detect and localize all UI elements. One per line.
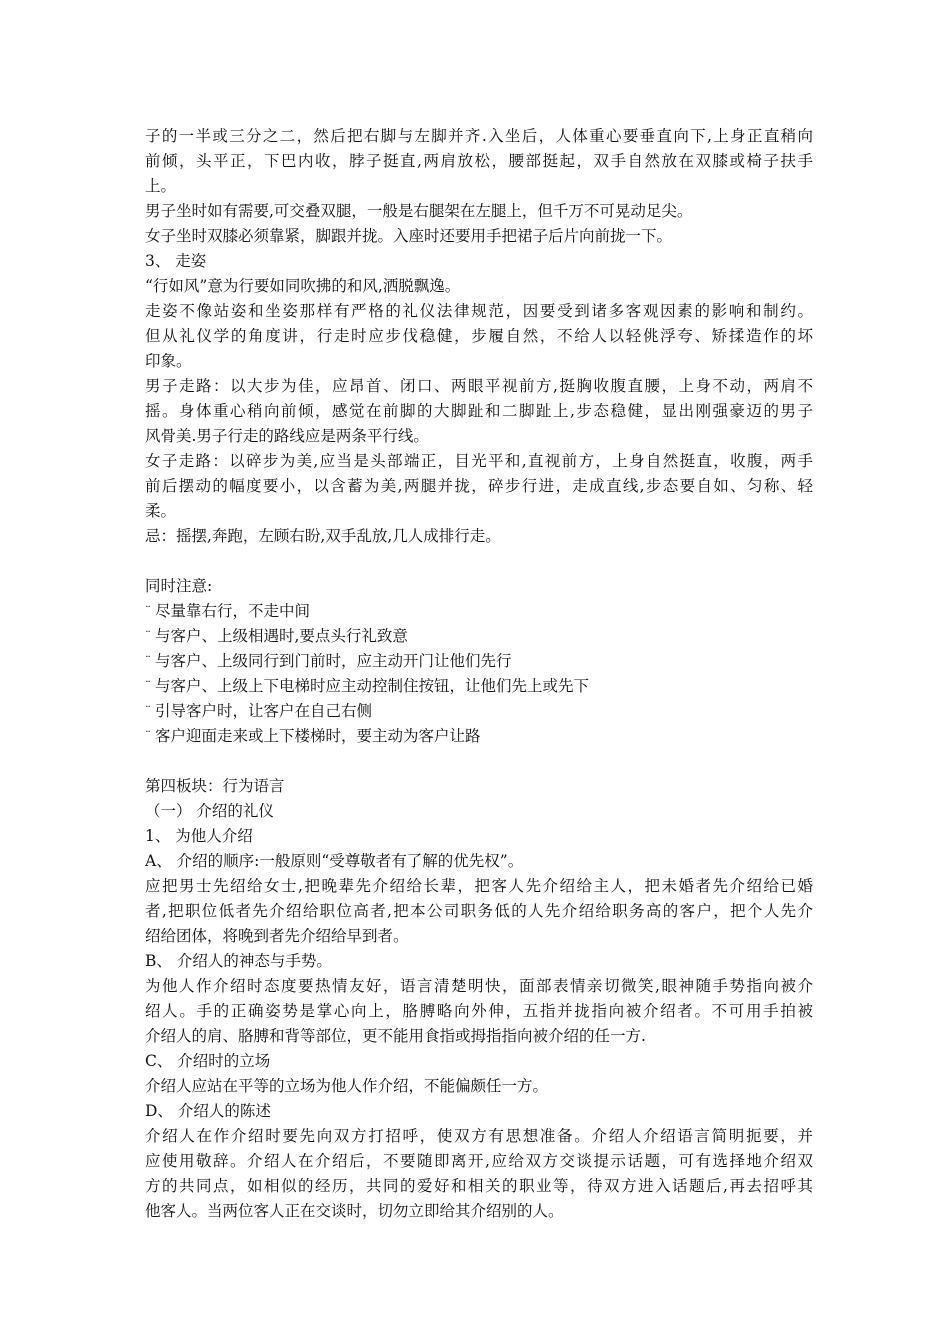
line-text: 应使用敬辞。介绍人在介绍后，不要随即离开,应给双方交谈提示话题，可有选择地介绍双 <box>145 1152 813 1170</box>
bullet-icon: ¨ <box>145 729 151 743</box>
line-text: 尽量靠右行，不走中间 <box>155 602 311 620</box>
bullet-item <box>145 699 813 724</box>
line-text: 男子走路：以大步为佳，应昂首、闭口、两眼平视前方,挺胸收腹直腰，上身不动，两肩不 <box>145 377 813 395</box>
bullet-icon: ¨ <box>145 654 151 668</box>
text-line <box>145 1099 813 1124</box>
text-line <box>145 474 813 499</box>
text-line <box>145 1149 813 1174</box>
line-text: 方的共同点，如相似的经历，共同的爱好和相关的职业等，待双方进入话题后,再去招呼其 <box>145 1177 813 1195</box>
line-text: 介绍人应站在平等的立场为他人作介绍，不能偏颇任一方。 <box>145 1077 549 1095</box>
line-text: 同时注意: <box>145 577 213 595</box>
bullet-item <box>145 649 813 674</box>
line-text: 女子坐时双膝必须靠紧，脚跟并拢。入座时还要用手把裙子后片向前拢一下。 <box>145 227 673 245</box>
line-text: （一） 介绍的礼仪 <box>145 802 274 820</box>
line-text: 第四板块：行为语言 <box>145 777 285 795</box>
text-line <box>145 524 813 549</box>
bullet-item <box>145 624 813 649</box>
line-text: 风骨美.男子行走的路线应是两条平行线。 <box>145 427 429 445</box>
text-line <box>145 449 813 474</box>
text-line <box>145 999 813 1024</box>
bullet-icon: ¨ <box>145 679 151 693</box>
text-line <box>145 774 813 799</box>
line-text: 与客户、上级上下电梯时应主动控制住按钮，让他们先上或先下 <box>155 677 590 695</box>
line-text: A、 介绍的顺序:一般原则“受尊敬者有了解的优先权”。 <box>145 852 524 870</box>
text-line <box>145 849 813 874</box>
text-line <box>145 199 813 224</box>
line-text: 绍人。手的正确姿势是掌心向上，胳膊略向外伸，五指并拢指向被介绍者。不可用手拍被 <box>145 1002 813 1020</box>
text-line <box>145 1024 813 1049</box>
line-text: B、 介绍人的神态与手势。 <box>145 952 332 970</box>
blank-line <box>145 749 813 774</box>
text-line <box>145 874 813 899</box>
line-text: 3、 走姿 <box>145 252 207 270</box>
text-line <box>145 324 813 349</box>
line-text: 与客户、上级同行到门前时，应主动开门让他们先行 <box>155 652 512 670</box>
line-text: 走姿不像站姿和坐姿那样有严格的礼仪法律规范，因要受到诸多客观因素的影响和制约。 <box>145 302 813 320</box>
text-line <box>145 399 813 424</box>
line-text: C、 介绍时的立场 <box>145 1052 271 1070</box>
text-line <box>145 224 813 249</box>
text-line <box>145 1174 813 1199</box>
line-text: 但从礼仪学的角度讲，行走时应步伐稳健，步履自然，不给人以轻佻浮夸、矫揉造作的坏 <box>145 327 813 345</box>
text-line <box>145 499 813 524</box>
line-text: 为他人作介绍时态度要热情友好，语言清楚明快，面部表情亲切微笑,眼神随手势指向被介 <box>145 977 813 995</box>
line-text: 男子坐时如有需要,可交叠双腿，一般是右腿架在左腿上，但千万不可晃动足尖。 <box>145 202 693 220</box>
line-text: 女子走路：以碎步为美,应当是头部端正，目光平和,直视前方，上身自然挺直，收腹，两手 <box>145 452 813 470</box>
bullet-item <box>145 724 813 749</box>
text-line <box>145 1199 813 1224</box>
line-text: 上。 <box>145 177 177 195</box>
text-line <box>145 424 813 449</box>
text-line <box>145 249 813 274</box>
text-line <box>145 1124 813 1149</box>
document-body <box>145 124 813 1224</box>
line-text: D、 介绍人的陈述 <box>145 1102 271 1120</box>
text-line <box>145 824 813 849</box>
line-text: 介绍人的肩、胳膊和背等部位，更不能用食指或拇指指向被介绍的任一方. <box>145 1027 646 1045</box>
line-text: “行如风”意为行要如同吹拂的和风,洒脱飘逸。 <box>145 277 461 295</box>
text-line <box>145 149 813 174</box>
line-text: 他客人。当两位客人正在交谈时，切勿立即给其介绍别的人。 <box>145 1202 564 1220</box>
bullet-icon: ¨ <box>145 629 151 643</box>
line-text: 应把男士先绍给女士,把晚辈先介绍给长辈，把客人先介绍给主人，把未婚者先介绍给已婚 <box>145 877 813 895</box>
line-text: 引导客户时，让客户在自己右侧 <box>155 702 373 720</box>
bullet-item <box>145 674 813 699</box>
line-text: 介绍人在作介绍时要先向双方打招呼，使双方有思想准备。介绍人介绍语言简明扼要，并 <box>145 1127 813 1145</box>
text-line <box>145 799 813 824</box>
line-text: 客户迎面走来或上下楼梯时，要主动为客户让路 <box>155 727 481 745</box>
line-text: 柔。 <box>145 502 177 520</box>
text-line <box>145 974 813 999</box>
text-line <box>145 299 813 324</box>
blank-line <box>145 549 813 574</box>
line-text: 子的一半或三分之二，然后把右脚与左脚并齐.入坐后，人体重心要垂直向下,上身正直稍向 <box>145 127 813 145</box>
text-line <box>145 1049 813 1074</box>
text-line <box>145 174 813 199</box>
text-line <box>145 124 813 149</box>
bullet-icon: ¨ <box>145 604 151 618</box>
line-text: 印象。 <box>145 352 192 370</box>
text-line <box>145 924 813 949</box>
text-line <box>145 349 813 374</box>
line-text: 摇。身体重心稍向前倾，感觉在前脚的大脚趾和二脚趾上,步态稳健，显出刚强豪迈的男子 <box>145 402 813 420</box>
line-text: 忌：摇摆,奔跑，左顾右盼,双手乱放,几人成排行走。 <box>145 527 501 545</box>
bullet-icon: ¨ <box>145 704 151 718</box>
text-line <box>145 574 813 599</box>
line-text: 前后摆动的幅度要小，以含蓄为美,两腿并拢，碎步行进，走成直线,步态要自如、匀称、轻 <box>145 477 813 495</box>
text-line <box>145 1074 813 1099</box>
line-text: 与客户、上级相遇时,要点头行礼致意 <box>155 627 408 645</box>
text-line <box>145 374 813 399</box>
line-text: 绍给团体，将晚到者先介绍给早到者。 <box>145 927 409 945</box>
text-line <box>145 899 813 924</box>
text-line <box>145 274 813 299</box>
line-text: 者,把职位低者先介绍给职位高者,把本公司职务低的人先介绍给职务高的客户，把个人先介 <box>145 902 813 920</box>
line-text: 1、 为他人介绍 <box>145 827 253 845</box>
text-line <box>145 949 813 974</box>
line-text: 前倾，头平正，下巴内收，脖子挺直,两肩放松，腰部挺起，双手自然放在双膝或椅子扶手 <box>145 152 813 170</box>
bullet-item <box>145 599 813 624</box>
